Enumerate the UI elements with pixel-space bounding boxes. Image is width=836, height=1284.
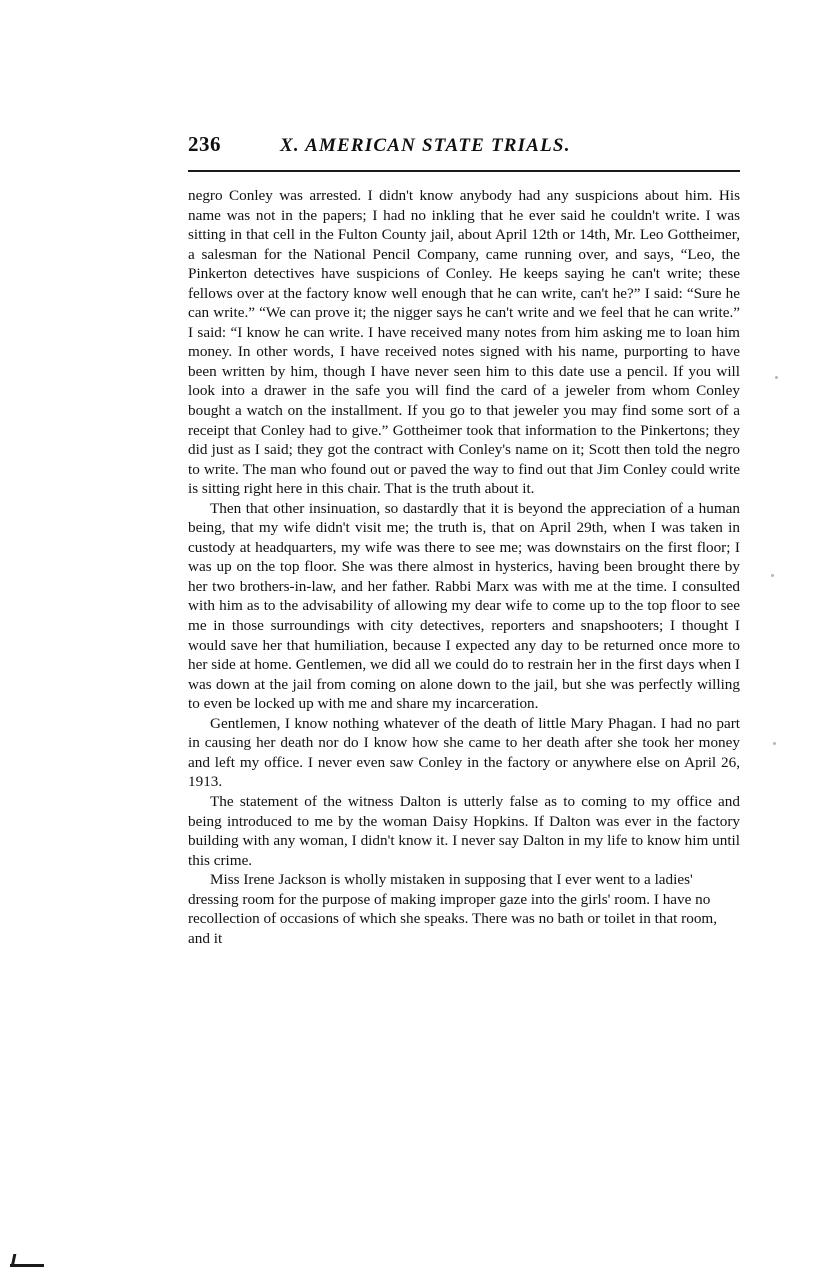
header-rule	[188, 170, 740, 172]
page-header	[188, 132, 744, 157]
paragraph: The statement of the witness Dalton is utterly false as to coming to my office and being introduced to me by the woman Daisy Hopkins. If Dalton was ever in the factory building with any woman, I didn't know it. I never say Dalton in my life to know him until this crime.	[188, 792, 740, 869]
body-text	[188, 186, 740, 948]
page-number: 236	[188, 132, 221, 156]
running-head: X. AMERICAN STATE TRIALS.	[280, 135, 571, 156]
scan-speck	[773, 742, 776, 745]
scan-speck	[775, 376, 778, 379]
paragraph: Gentlemen, I know nothing whatever of the death of little Mary Phagan. I had no part in causing her death nor do I know how she came to her death after she took her money and left my office. I never even saw Conley in the factory or anywhere else on April 26, 1913.	[188, 714, 740, 791]
paragraph: Then that other insinuation, so dastardly that it is beyond the appreciation of a human being, that my wife didn't visit me; the truth is, that on April 29th, when I was taken in custody at headquarters, my wife was there to see me; was downstairs on the first floor; I was up on the top floor. She was there almost in hysterics, having been brought there by her two brothers-in-law, and her father. Rabbi Marx was with me at the time. I consulted with him as to the advisability of allowing my dear wife to come up to the top floor to see me in those surroundings with city detectives, reporters and snapshooters; I thought I would save her that humiliation, because I expected any day to be returned once more to her side at home. Gentlemen, we did all we could do to restrain her in the first days when I was down at the jail from coming on alone down to the jail, but she was perfectly willing to even be locked up with me and share my incarceration.	[188, 499, 740, 713]
scan-speck	[771, 574, 774, 577]
paragraph: Miss Irene Jackson is wholly mistaken in supposing that I ever went to a ladies' dressing room for the purpose of making improper gaze into the girls' room. I have no recollection of occasions of which she speaks. There was no bath or toilet in that room, and it	[188, 871, 718, 947]
registration-mark	[10, 1254, 44, 1270]
paragraph: negro Conley was arrested. I didn't know anybody had any suspicions about him. His name was not in the papers; I had no inkling that he ever said he couldn't write. I was sitting in that cell in the Fulton County jail, about April 12th or 14th, Mr. Leo Gottheimer, a salesman for the National Pencil Company, came running over, and says, “Leo, the Pinkerton detectives have suspicions of Conley. He keeps saying he can't write; these fellows over at the factory know well enough that he can write, can't he?” I said: “Sure he can write.” “We can prove it; the nigger says he can't write and we feel that he can write.” I said: “I know he can write. I have received many notes from him asking me to loan him money. In other words, I have received notes signed with his name, purporting to have been written by him, though I have never seen him to this date use a pencil. If you will look into a drawer in the safe you will find the card of a jeweler from whom Conley bought a watch on the installment. If you go to that jeweler you may find some sort of a receipt that Conley had to give.” Gottheimer took that information to the Pinkertons; they did just as I said; they got the contract with Conley's name on it; Scott then told the negro to write. The man who found out or paved the way to find out that Jim Conley could write is sitting right here in this chair. That is the truth about it.	[188, 187, 740, 498]
